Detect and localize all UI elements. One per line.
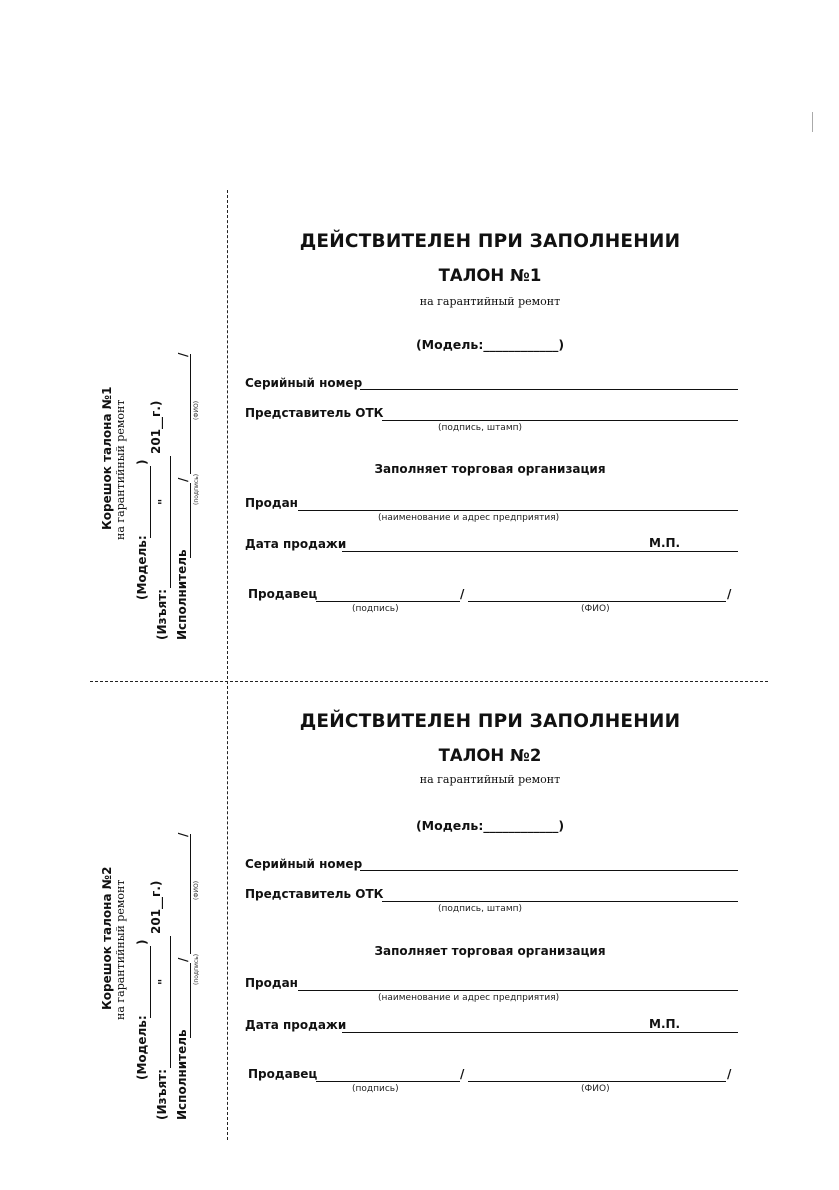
sale-date-line: [342, 1032, 738, 1033]
seller-fio-line: [468, 601, 726, 602]
stub-title: Корешок талона №2: [100, 866, 114, 1010]
fio-hint: (ФИО): [581, 604, 610, 614]
trade-org-label: Заполняет торговая организация: [374, 462, 606, 476]
stub-executor-label: Исполнитель: [175, 1029, 189, 1120]
fio-hint: (ФИО): [581, 1084, 610, 1094]
seller-sign-line: [316, 601, 460, 602]
stub-1: [100, 350, 210, 640]
seller-sign-line: [316, 1081, 460, 1082]
stub-sig-hint: (подпись): [193, 473, 200, 505]
seller-slash-end: /: [727, 1067, 732, 1081]
talon-title: ТАЛОН №2: [438, 746, 542, 765]
signature-hint: (подпись): [352, 1084, 399, 1094]
stub-year: 201__г.): [149, 880, 163, 934]
stub-model-line: [150, 466, 151, 538]
seller-slash: /: [460, 587, 465, 601]
stub-bracket: ): [135, 939, 149, 945]
talon-subtitle: на гарантийный ремонт: [419, 295, 561, 308]
seller-fio-line: [468, 1081, 726, 1082]
stub-year: 201__г.): [149, 400, 163, 454]
seller-slash: /: [460, 1067, 465, 1081]
stub-fio-hint: (ФИО): [193, 400, 200, 420]
edge-mark: [812, 112, 813, 132]
signature-hint: (подпись): [352, 604, 399, 614]
stub-quote: ": [156, 978, 170, 985]
stub-withdrawn-label: (Изъят:: [155, 589, 169, 640]
stub-2: [100, 830, 210, 1120]
stub-bracket: ): [135, 459, 149, 465]
talon-heading: ДЕЙСТВИТЕЛЕН ПРИ ЗАПОЛНЕНИИ: [299, 231, 681, 252]
seller-slash-end: /: [727, 587, 732, 601]
stub-quote: ": [156, 498, 170, 505]
otk-hint: (подпись, штамп): [438, 904, 523, 914]
stub-sig-hint: (подпись): [193, 953, 200, 985]
stub-slash-end: /: [176, 832, 190, 837]
sold-line: [298, 510, 738, 511]
seller-label: Продавец: [248, 1067, 318, 1081]
model-field: (Модель:____________): [415, 818, 565, 833]
stub-slash: /: [176, 477, 190, 482]
stub-slash-end: /: [176, 352, 190, 357]
model-field: (Модель:____________): [415, 337, 565, 352]
otk-hint: (подпись, штамп): [438, 423, 523, 433]
serial-label: Серийный номер: [245, 376, 363, 390]
serial-line: [360, 870, 738, 871]
sale-date-label: Дата продажи: [245, 1018, 347, 1032]
sold-hint: (наименование и адрес предприятия): [378, 993, 560, 1003]
sale-date-label: Дата продажи: [245, 537, 347, 551]
mp-label: М.П.: [649, 536, 681, 550]
sale-date-line: [342, 551, 738, 552]
serial-line: [360, 389, 738, 390]
trade-org-label: Заполняет торговая организация: [374, 944, 606, 958]
otk-label: Представитель ОТК: [245, 406, 384, 420]
stub-slash: /: [176, 957, 190, 962]
talon-subtitle: на гарантийный ремонт: [419, 773, 561, 786]
stub-model-label: (Модель:: [135, 535, 149, 600]
sold-hint: (наименование и адрес предприятия): [378, 513, 560, 523]
stub-withdrawn-line: [170, 936, 171, 1068]
stub-withdrawn-line: [170, 456, 171, 588]
stub-executor-line-2: [190, 354, 191, 474]
otk-line: [382, 420, 738, 421]
otk-line: [382, 901, 738, 902]
horizontal-cut-line: [90, 681, 768, 682]
stub-model-line: [150, 946, 151, 1018]
sold-label: Продан: [245, 976, 298, 990]
stub-subtitle: на гарантийный ремонт: [114, 879, 127, 1020]
stub-title: Корешок талона №1: [100, 386, 114, 530]
stub-executor-line-2: [190, 834, 191, 954]
stub-fio-hint: (ФИО): [193, 880, 200, 900]
talon-heading: ДЕЙСТВИТЕЛЕН ПРИ ЗАПОЛНЕНИИ: [299, 711, 681, 732]
stub-withdrawn-label: (Изъят:: [155, 1069, 169, 1120]
stub-executor-label: Исполнитель: [175, 549, 189, 640]
stub-model-label: (Модель:: [135, 1015, 149, 1080]
stub-executor-line-1: [190, 483, 191, 558]
stub-executor-line-1: [190, 963, 191, 1038]
sold-label: Продан: [245, 496, 298, 510]
seller-label: Продавец: [248, 587, 318, 601]
mp-label: М.П.: [649, 1017, 681, 1031]
vertical-cut-line: [227, 190, 228, 1140]
sold-line: [298, 990, 738, 991]
stub-subtitle: на гарантийный ремонт: [114, 399, 127, 540]
serial-label: Серийный номер: [245, 857, 363, 871]
talon-title: ТАЛОН №1: [438, 266, 542, 285]
otk-label: Представитель ОТК: [245, 887, 384, 901]
